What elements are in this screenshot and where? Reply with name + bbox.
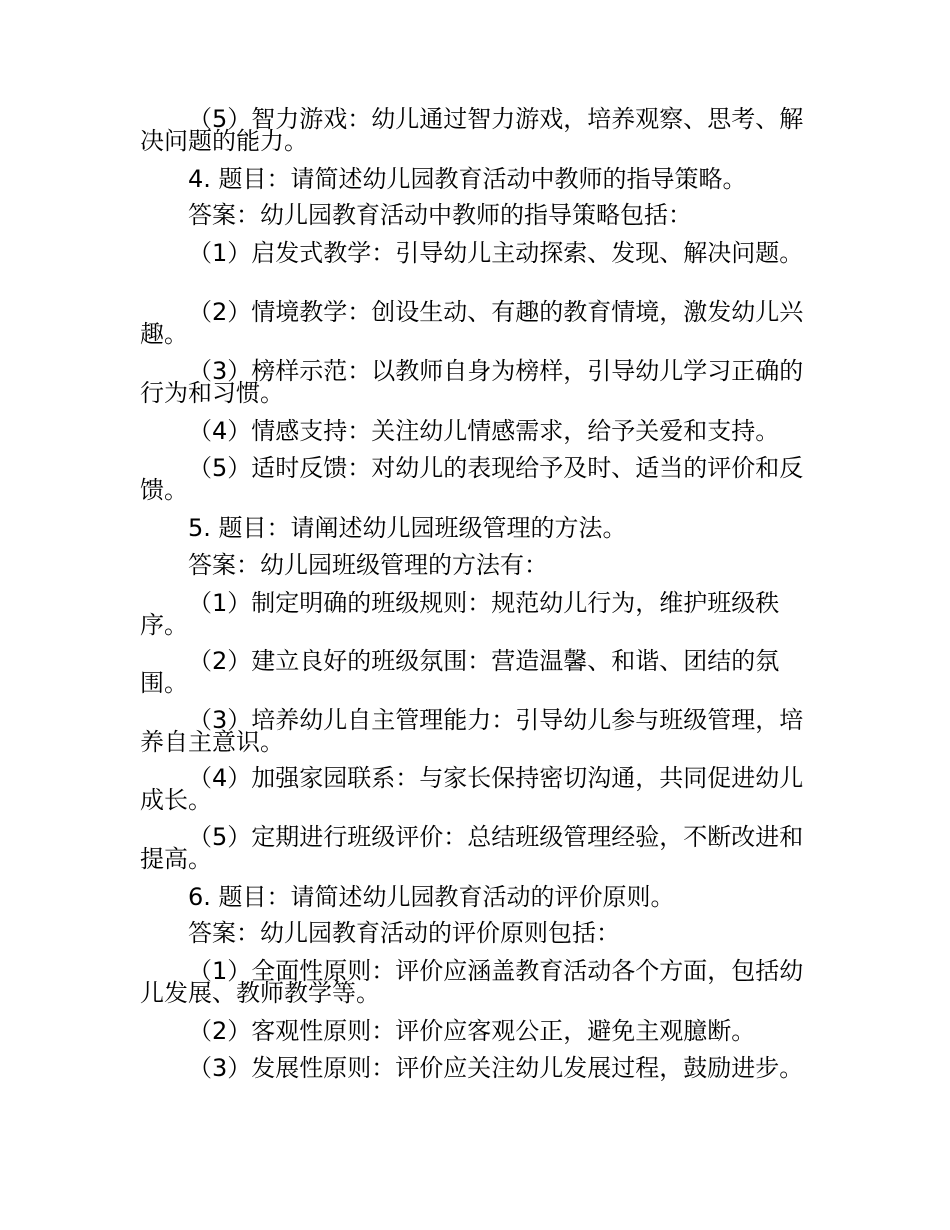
question-6-title: 6. 题目：请简述幼儿园教育活动的评价原则。: [188, 883, 675, 911]
q5-item-1: （1）制定明确的班级规则：规范幼儿行为，维护班级秩序。: [140, 589, 780, 639]
q6-item-2: （2）客观性原则：评价应客观公正，避免主观臆断。: [188, 1017, 756, 1045]
paragraph-intelligence-games: （5）智力游戏：幼儿通过智力游戏，培养观察、思考、解决问题的能力。: [140, 105, 804, 155]
q6-item-3: （3）发展性原则：评价应关注幼儿发展过程，鼓励进步。: [188, 1054, 804, 1082]
question-4-title: 4. 题目：请简述幼儿园教育活动中教师的指导策略。: [188, 165, 747, 193]
q5-item-4: （4）加强家园联系：与家长保持密切沟通，共同促进幼儿成长。: [140, 764, 804, 814]
q4-item-1: （1）启发式教学：引导幼儿主动探索、发现、解决问题。: [188, 239, 804, 267]
question-4-answer-intro: 答案：幼儿园教育活动中教师的指导策略包括：: [188, 201, 692, 229]
q5-item-3: （3）培养幼儿自主管理能力：引导幼儿参与班级管理，培养自主意识。: [140, 706, 804, 756]
q4-item-5: （5）适时反馈：对幼儿的表现给予及时、适当的评价和反馈。: [140, 454, 804, 504]
question-5-title: 5. 题目：请阐述幼儿园班级管理的方法。: [188, 514, 627, 542]
q5-item-5: （5）定期进行班级评价：总结班级管理经验，不断改进和提高。: [140, 823, 804, 873]
q5-item-2: （2）建立良好的班级氛围：营造温馨、和谐、团结的氛围。: [140, 647, 780, 697]
question-6-answer-intro: 答案：幼儿园教育活动的评价原则包括：: [188, 919, 620, 947]
q6-item-1: （1）全面性原则：评价应涵盖教育活动各个方面，包括幼儿发展、教师教学等。: [140, 957, 804, 1007]
q4-item-4: （4）情感支持：关注幼儿情感需求，给予关爱和支持。: [188, 417, 780, 445]
q4-item-2: （2）情境教学：创设生动、有趣的教育情境，激发幼儿兴趣。: [140, 298, 804, 348]
question-5-answer-intro: 答案：幼儿园班级管理的方法有：: [188, 551, 548, 579]
q4-item-3: （3）榜样示范：以教师自身为榜样，引导幼儿学习正确的行为和习惯。: [140, 357, 804, 407]
